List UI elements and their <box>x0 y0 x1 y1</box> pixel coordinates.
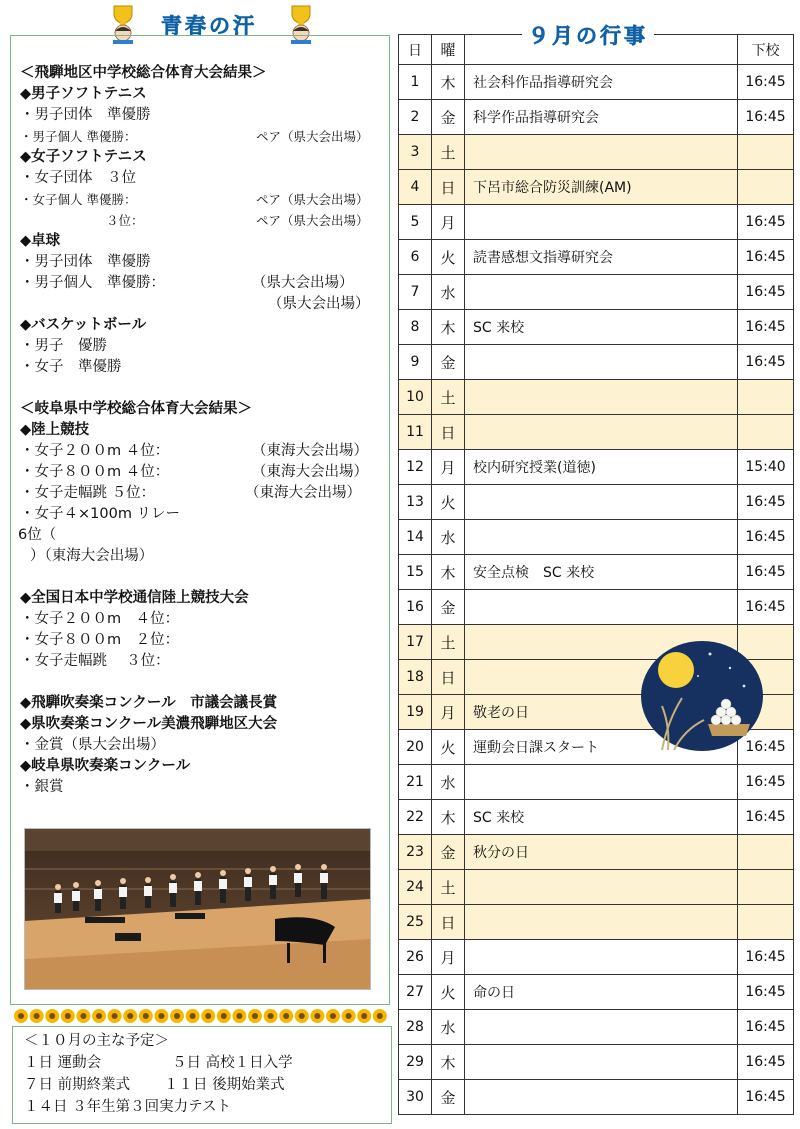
table-tennis: ◆卓球 <box>20 233 61 249</box>
calendar-row <box>399 835 794 870</box>
calendar-event: 秋分の日 <box>465 835 738 870</box>
september-calendar <box>398 34 794 1115</box>
sunflower-icon <box>170 1009 184 1023</box>
sunflower-icon <box>279 1009 293 1023</box>
calendar-row <box>399 205 794 240</box>
boys-soft-tennis: ◆男子ソフトテニス <box>20 86 147 102</box>
calendar-dismissal-time: 16:45 <box>738 485 794 520</box>
result-note: （県大会出場） <box>268 296 370 312</box>
calendar-row <box>399 345 794 380</box>
result-text: ・女子個人 準優勝： <box>20 192 137 207</box>
sunflower-icon <box>92 1009 106 1023</box>
calendar-row <box>399 870 794 905</box>
calendar-weekday: 土 <box>432 135 465 170</box>
results-list <box>20 63 380 798</box>
header-weekday: 曜 <box>432 35 465 65</box>
calendar-event <box>465 1010 738 1045</box>
calendar-day: 23 <box>399 835 432 870</box>
calendar-event <box>465 905 738 940</box>
sunflower-icon <box>357 1009 371 1023</box>
calendar-weekday: 金 <box>432 100 465 135</box>
calendar-day: 22 <box>399 800 432 835</box>
sunflower-icon <box>139 1009 153 1023</box>
calendar-event <box>465 940 738 975</box>
result-note: ペア（県大会出場） <box>256 192 369 207</box>
calendar-event <box>465 1080 738 1115</box>
calendar-row <box>399 555 794 590</box>
pref-band: ◆県吹奏楽コンクール美濃飛騨地区大会 <box>20 716 278 732</box>
calendar-day: 24 <box>399 870 432 905</box>
national-heading: ◆全国日本中学校通信陸上競技大会 <box>20 590 249 606</box>
calendar-row <box>399 590 794 625</box>
moon-tsukimi-icon <box>640 640 764 752</box>
result-note: ペア（県大会出場） <box>256 129 369 144</box>
calendar-event <box>465 1045 738 1080</box>
calendar-weekday: 土 <box>432 380 465 415</box>
calendar-event: 読書感想文指導研究会 <box>465 240 738 275</box>
calendar-day: 12 <box>399 450 432 485</box>
sunflower-icon <box>295 1009 309 1023</box>
calendar-row <box>399 450 794 485</box>
calendar-day: 27 <box>399 975 432 1010</box>
calendar-event: SC 来校 <box>465 310 738 345</box>
calendar-row <box>399 905 794 940</box>
calendar-weekday: 火 <box>432 485 465 520</box>
calendar-day: 16 <box>399 590 432 625</box>
calendar-title: ９月の行事 <box>522 20 654 50</box>
result-text: ・女子走幅跳 ５位： <box>20 485 156 501</box>
calendar-day: 8 <box>399 310 432 345</box>
calendar-event <box>465 590 738 625</box>
sunflower-icon <box>373 1009 387 1023</box>
calendar-event: 社会科作品指導研究会 <box>465 65 738 100</box>
result-line: ・女子団体 ３位 <box>20 170 136 186</box>
calendar-weekday: 金 <box>432 345 465 380</box>
calendar-dismissal-time <box>738 380 794 415</box>
calendar-row <box>399 240 794 275</box>
calendar-weekday: 日 <box>432 660 465 695</box>
calendar-event <box>465 205 738 240</box>
calendar-day: 6 <box>399 240 432 275</box>
calendar-row <box>399 100 794 135</box>
calendar-event <box>465 870 738 905</box>
october-schedule <box>24 1030 293 1118</box>
calendar-weekday: 日 <box>432 170 465 205</box>
calendar-weekday: 月 <box>432 940 465 975</box>
calendar-dismissal-time: 16:45 <box>738 590 794 625</box>
calendar-day: 4 <box>399 170 432 205</box>
calendar-weekday: 金 <box>432 835 465 870</box>
sunflower-icon <box>217 1009 231 1023</box>
result-text: ・男子個人 準優勝： <box>20 275 165 291</box>
result-line <box>20 483 380 504</box>
result-line: ・男子団体 準優勝 <box>20 254 151 270</box>
result-note: ペア（県大会出場） <box>256 213 369 228</box>
result-line: ・女子走幅跳 ３位： <box>20 653 170 669</box>
sunflower-icon <box>342 1009 356 1023</box>
result-line: ・銀賞 <box>20 779 64 795</box>
calendar-dismissal-time: 16:45 <box>738 310 794 345</box>
calendar-day: 3 <box>399 135 432 170</box>
october-item: １４日 ３年生第３回実力テスト <box>24 1099 232 1115</box>
calendar-event: SC 来校 <box>465 800 738 835</box>
result-line <box>20 441 380 462</box>
calendar-event <box>465 485 738 520</box>
calendar-day: 1 <box>399 65 432 100</box>
calendar-day: 25 <box>399 905 432 940</box>
calendar-row <box>399 380 794 415</box>
calendar-weekday: 金 <box>432 1080 465 1115</box>
calendar-weekday: 水 <box>432 275 465 310</box>
calendar-event <box>465 520 738 555</box>
calendar-weekday: 木 <box>432 65 465 100</box>
october-item: １日 運動会 <box>24 1055 102 1071</box>
calendar-dismissal-time: 16:45 <box>738 205 794 240</box>
calendar-day: 2 <box>399 100 432 135</box>
calendar-event <box>465 135 738 170</box>
calendar-dismissal-time <box>738 135 794 170</box>
calendar-event <box>465 380 738 415</box>
result-note: （東海大会出場） <box>245 485 361 501</box>
result-note: ）（東海大会出場） <box>30 548 154 564</box>
calendar-weekday: 火 <box>432 730 465 765</box>
result-line <box>20 189 380 210</box>
calendar-event: 下呂市総合防災訓練(AM) <box>465 170 738 205</box>
calendar-day: 10 <box>399 380 432 415</box>
calendar-row <box>399 65 794 100</box>
result-text: ・女子２００m ４位： <box>20 443 170 459</box>
calendar-weekday: 木 <box>432 555 465 590</box>
hida-heading: ＜飛騨地区中学校総合体育大会結果＞ <box>20 65 267 81</box>
calendar-row <box>399 940 794 975</box>
calendar-dismissal-time: 16:45 <box>738 100 794 135</box>
basketball: ◆バスケットボール <box>20 317 147 333</box>
sunflower-icon <box>61 1009 75 1023</box>
calendar-weekday: 土 <box>432 625 465 660</box>
result-line <box>20 210 380 231</box>
calendar-dismissal-time: 16:45 <box>738 345 794 380</box>
calendar-weekday: 水 <box>432 520 465 555</box>
calendar-day: 26 <box>399 940 432 975</box>
result-line <box>20 462 380 483</box>
header-dismissal: 下校 <box>738 35 794 65</box>
result-line: 6位（ <box>18 527 57 543</box>
calendar-weekday: 月 <box>432 450 465 485</box>
result-line <box>20 294 380 315</box>
calendar-weekday: 月 <box>432 695 465 730</box>
result-line <box>20 273 380 294</box>
calendar-weekday: 木 <box>432 800 465 835</box>
calendar-row <box>399 170 794 205</box>
calendar-dismissal-time: 16:45 <box>738 1080 794 1115</box>
calendar-dismissal-time: 16:45 <box>738 1010 794 1045</box>
calendar-day: 15 <box>399 555 432 590</box>
calendar-dismissal-time <box>738 835 794 870</box>
calendar-weekday: 金 <box>432 590 465 625</box>
calendar-event: 敬老の日 <box>465 695 738 730</box>
result-line: ・女子２００m ４位： <box>20 611 180 627</box>
october-heading: ＜１０月の主な予定＞ <box>24 1033 169 1049</box>
october-line <box>24 1052 293 1074</box>
section-title-text: 青春の汗 <box>161 14 257 38</box>
calendar-day: 13 <box>399 485 432 520</box>
calendar-day: 20 <box>399 730 432 765</box>
calendar-event <box>465 765 738 800</box>
result-line: ・金賞（県大会出場） <box>20 737 165 753</box>
calendar-day: 30 <box>399 1080 432 1115</box>
october-line <box>24 1074 285 1096</box>
calendar-row <box>399 1080 794 1115</box>
calendar-event <box>465 345 738 380</box>
sunflower-icon <box>186 1009 200 1023</box>
calendar-weekday: 土 <box>432 870 465 905</box>
calendar-day: 5 <box>399 205 432 240</box>
result-line: ・女子８００m ２位： <box>20 632 180 648</box>
calendar-weekday: 火 <box>432 240 465 275</box>
calendar-weekday: 水 <box>432 765 465 800</box>
sunflower-icon <box>108 1009 122 1023</box>
calendar-day: 14 <box>399 520 432 555</box>
calendar-dismissal-time: 16:45 <box>738 730 794 765</box>
calendar-dismissal-time: 16:45 <box>738 555 794 590</box>
calendar-dismissal-time: 16:45 <box>738 800 794 835</box>
october-item: ５日 高校１日入学 <box>172 1055 293 1071</box>
result-line: ・女子 準優勝 <box>20 359 122 375</box>
sunflower-icon <box>154 1009 168 1023</box>
calendar-day: 11 <box>399 415 432 450</box>
calendar-row <box>399 800 794 835</box>
calendar-event <box>465 415 738 450</box>
calendar-dismissal-time: 16:45 <box>738 520 794 555</box>
calendar-row <box>399 310 794 345</box>
result-text: ・女子８００m ４位： <box>20 464 170 480</box>
calendar-dismissal-time <box>738 415 794 450</box>
calendar-day: 21 <box>399 765 432 800</box>
calendar-weekday: 月 <box>432 205 465 240</box>
calendar-dismissal-time <box>738 170 794 205</box>
calendar-day: 19 <box>399 695 432 730</box>
calendar-row <box>399 520 794 555</box>
sunflower-icon <box>30 1009 44 1023</box>
sunflower-icon <box>232 1009 246 1023</box>
sunflower-icon <box>326 1009 340 1023</box>
calendar-event <box>465 275 738 310</box>
result-note: （東海大会出場） <box>252 443 368 459</box>
gifu-heading: ＜岐阜県中学校総合体育大会結果＞ <box>20 401 252 417</box>
girls-soft-tennis: ◆女子ソフトテニス <box>20 149 147 165</box>
result-line: ・男子 優勝 <box>20 338 107 354</box>
calendar-event: 命の日 <box>465 975 738 1010</box>
calendar-event: 科学作品指導研究会 <box>465 100 738 135</box>
sunflower-icon <box>201 1009 215 1023</box>
calendar-row <box>399 485 794 520</box>
calendar-dismissal-time: 16:45 <box>738 975 794 1010</box>
calendar-row <box>399 765 794 800</box>
calendar-row <box>399 1010 794 1045</box>
calendar-weekday: 木 <box>432 1045 465 1080</box>
sunflower-icon <box>45 1009 59 1023</box>
calendar-dismissal-time <box>738 905 794 940</box>
calendar-row <box>399 975 794 1010</box>
calendar-dismissal-time: 16:45 <box>738 65 794 100</box>
sunflower-icon <box>264 1009 278 1023</box>
calendar-dismissal-time: 16:45 <box>738 1045 794 1080</box>
calendar-row <box>399 275 794 310</box>
calendar-day: 28 <box>399 1010 432 1045</box>
result-line: ・女子４×100m リレー <box>20 506 181 522</box>
october-item: ７日 前期終業式 <box>24 1077 131 1093</box>
calendar-dismissal-time: 16:45 <box>738 765 794 800</box>
calendar-day: 7 <box>399 275 432 310</box>
result-text: ３位： <box>106 213 144 228</box>
result-line <box>20 126 380 147</box>
calendar-dismissal-time: 16:45 <box>738 275 794 310</box>
calendar-day: 18 <box>399 660 432 695</box>
result-line: ・男子団体 準優勝 <box>20 107 151 123</box>
gifu-band: ◆岐阜県吹奏楽コンクール <box>20 758 191 774</box>
calendar-weekday: 水 <box>432 1010 465 1045</box>
calendar-event: 運動会日課スタート <box>465 730 738 765</box>
calendar-dismissal-time: 15:40 <box>738 450 794 485</box>
result-text: ・男子個人 準優勝： <box>20 129 137 144</box>
result-note: （県大会出場） <box>252 275 354 291</box>
result-note: （東海大会出場） <box>252 464 368 480</box>
calendar-weekday: 木 <box>432 310 465 345</box>
track: ◆陸上競技 <box>20 422 90 438</box>
calendar-dismissal-time: 16:45 <box>738 940 794 975</box>
sunflower-icon <box>123 1009 137 1023</box>
october-item: １１日 後期始業式 <box>164 1077 285 1093</box>
sunflower-icon <box>76 1009 90 1023</box>
sunflower-icon <box>310 1009 324 1023</box>
hida-band: ◆飛騨吹奏楽コンクール 市議会議長賞 <box>20 695 278 711</box>
sunflower-border <box>13 1008 393 1024</box>
sunflower-icon <box>248 1009 262 1023</box>
calendar-day: 29 <box>399 1045 432 1080</box>
calendar-weekday: 日 <box>432 905 465 940</box>
calendar-row <box>399 135 794 170</box>
calendar-weekday: 火 <box>432 975 465 1010</box>
calendar-day: 9 <box>399 345 432 380</box>
sunflower-icon <box>14 1009 28 1023</box>
calendar-weekday: 日 <box>432 415 465 450</box>
band-photo <box>24 828 371 990</box>
calendar-event: 校内研究授業(道徳) <box>465 450 738 485</box>
calendar-dismissal-time: 16:45 <box>738 240 794 275</box>
calendar-event: 安全点検 SC 来校 <box>465 555 738 590</box>
calendar-row <box>399 415 794 450</box>
calendar-row <box>399 1045 794 1080</box>
header-day: 日 <box>399 35 432 65</box>
calendar-dismissal-time <box>738 870 794 905</box>
calendar-day: 17 <box>399 625 432 660</box>
